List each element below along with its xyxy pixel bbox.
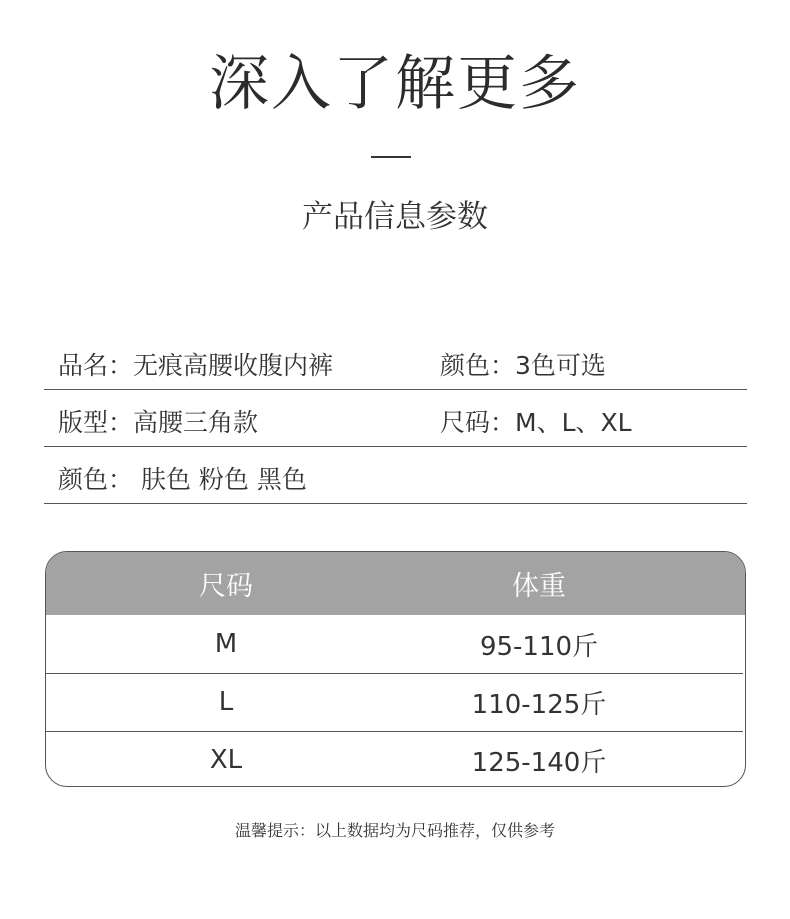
product-info-list	[44, 336, 747, 504]
info-row	[44, 390, 747, 447]
info-row	[44, 447, 747, 504]
size-chart-table	[45, 551, 746, 787]
table-row	[46, 673, 743, 732]
header-size: 尺码	[199, 571, 253, 602]
page-title: 深入了解更多	[209, 49, 581, 119]
product-name: 品名：无痕高腰收腹内裤	[58, 351, 334, 380]
size-cell: M	[214, 629, 238, 659]
table-row	[46, 615, 743, 674]
weight-cell: 125-140斤	[471, 747, 607, 778]
header-weight: 体重	[512, 571, 566, 602]
color-list: 颜色： 肤色 粉色 黑色	[58, 465, 307, 494]
title-divider	[371, 156, 411, 158]
info-row	[44, 336, 747, 390]
table-row	[46, 731, 743, 787]
weight-cell: 95-110斤	[479, 631, 599, 662]
size-cell: L	[218, 687, 234, 717]
size-note: 温馨提示：以上数据均为尺码推荐，仅供参考	[234, 821, 555, 840]
color-options: 颜色：3色可选	[440, 351, 606, 380]
weight-cell: 110-125斤	[471, 689, 607, 720]
table-header	[46, 552, 746, 615]
size-options: 尺码：M、L、XL	[440, 408, 632, 437]
size-cell: XL	[209, 745, 243, 775]
section-subtitle: 产品信息参数	[302, 199, 488, 235]
product-style: 版型：高腰三角款	[58, 408, 259, 437]
